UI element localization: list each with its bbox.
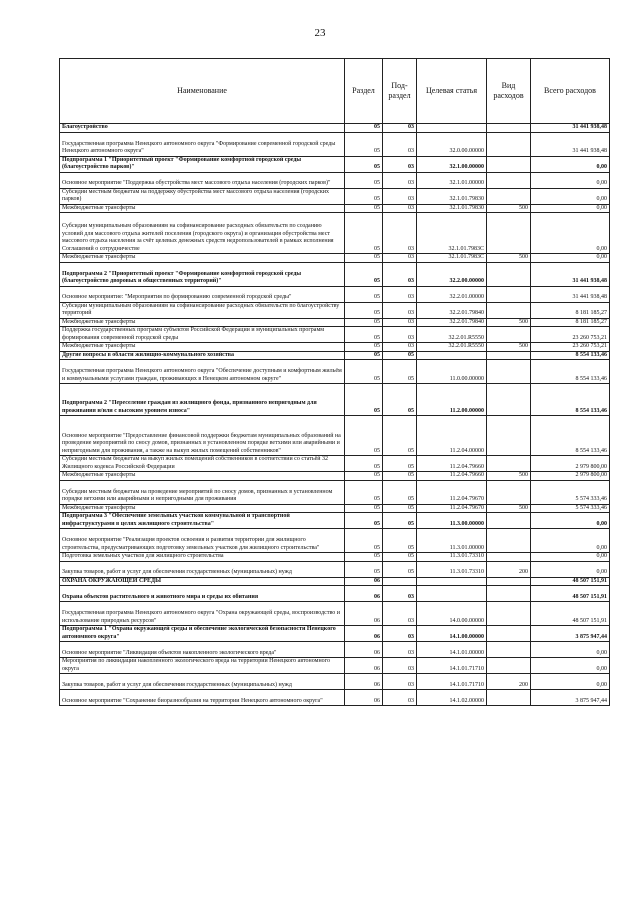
cell-expense-type: [487, 586, 531, 602]
table-row: [60, 156, 610, 172]
cell-target-article: 32.1.00.00000: [417, 156, 487, 172]
cell-expense-type: [487, 188, 531, 204]
cell-target-article: 14.1.01.00000: [417, 642, 487, 658]
cell-name: Основное мероприятие "Сохранение биоразнообразия на территории Ненецкого автономного округа": [60, 690, 345, 706]
cell-total: 8 554 133,46: [531, 351, 610, 360]
header-target-article: Целевая статья: [417, 59, 487, 124]
cell-section: 05: [345, 132, 383, 156]
cell-subsection: 05: [383, 456, 417, 472]
cell-expense-type: 500: [487, 204, 531, 213]
cell-target-article: 32.1.01.79830: [417, 188, 487, 204]
table-row: [60, 658, 610, 674]
cell-name: Закупка товаров, работ и услуг для обеспечения государственных (муниципальных) нужд: [60, 561, 345, 577]
cell-target-article: 11.2.00.00000: [417, 384, 487, 416]
cell-expense-type: [487, 156, 531, 172]
cell-expense-type: [487, 360, 531, 384]
cell-section: 06: [345, 586, 383, 602]
cell-total: 48 507 151,91: [531, 586, 610, 602]
table-row: [60, 480, 610, 504]
cell-target-article: 11.2.04.79660: [417, 472, 487, 481]
table-row: [60, 132, 610, 156]
cell-section: 05: [345, 480, 383, 504]
cell-name: Закупка товаров, работ и услуг для обеспечения государственных (муниципальных) нужд: [60, 674, 345, 690]
cell-target-article: [417, 586, 487, 602]
table-row: [60, 642, 610, 658]
cell-name: Субсидии местным бюджетам на поддержку обустройства мест массового отдыха населения (городских парков): [60, 188, 345, 204]
cell-section: 05: [345, 553, 383, 562]
cell-target-article: 11.2.04.79670: [417, 480, 487, 504]
cell-target-article: 32.0.00.00000: [417, 132, 487, 156]
cell-total: 0,00: [531, 642, 610, 658]
cell-total: 0,00: [531, 674, 610, 690]
cell-name: Благоустройство: [60, 124, 345, 133]
table-body: [60, 124, 610, 706]
cell-name: Подпрограмма 1 "Приоритетный проект "Формирование комфортной городской среды (благоустройство парков)": [60, 156, 345, 172]
cell-total: 8 181 185,27: [531, 302, 610, 318]
cell-name: Межбюджетные трансферты: [60, 318, 345, 327]
cell-subsection: 03: [383, 188, 417, 204]
cell-total: 0,00: [531, 204, 610, 213]
cell-section: 05: [345, 172, 383, 188]
table-row: [60, 472, 610, 481]
cell-total: 2 979 800,00: [531, 456, 610, 472]
table-header-row: [60, 59, 610, 124]
cell-section: 05: [345, 318, 383, 327]
table-row: [60, 360, 610, 384]
cell-target-article: 14.1.01.71710: [417, 674, 487, 690]
cell-subsection: 03: [383, 172, 417, 188]
cell-total: 31 441 938,48: [531, 262, 610, 286]
cell-expense-type: [487, 602, 531, 626]
budget-table: [59, 58, 610, 706]
header-expense-type: Вид расходов: [487, 59, 531, 124]
cell-target-article: 14.1.00.00000: [417, 626, 487, 642]
cell-section: 05: [345, 351, 383, 360]
cell-name: Межбюджетные трансферты: [60, 254, 345, 263]
cell-name: Основное мероприятие "Предоставление финансовой поддержки бюджетам муниципальных образований на проведение мероприятий по сносу домов, признанных в установленном порядке ветхими или аварийными и непригодными для проживания, а также на выкуп жилых помещений собственников": [60, 416, 345, 456]
cell-subsection: 03: [383, 690, 417, 706]
header-section: Раздел: [345, 59, 383, 124]
cell-name: Мероприятия по ликвидации накопленного экологического вреда на территории Ненецкого автономного округа: [60, 658, 345, 674]
cell-section: 05: [345, 213, 383, 254]
cell-total: 8 181 185,27: [531, 318, 610, 327]
cell-total: 3 875 947,44: [531, 690, 610, 706]
cell-expense-type: [487, 286, 531, 302]
cell-subsection: 03: [383, 586, 417, 602]
cell-section: 05: [345, 262, 383, 286]
cell-name: Межбюджетные трансферты: [60, 343, 345, 352]
cell-total: 2 979 800,00: [531, 472, 610, 481]
table-row: [60, 327, 610, 343]
cell-expense-type: [487, 351, 531, 360]
table-row: [60, 586, 610, 602]
cell-expense-type: [487, 302, 531, 318]
cell-target-article: 11.3.01.73310: [417, 561, 487, 577]
cell-expense-type: [487, 416, 531, 456]
cell-section: 05: [345, 529, 383, 553]
cell-name: Государственная программа Ненецкого автономного округа "Формирование современной городской среды Ненецкого автономного округа": [60, 132, 345, 156]
cell-name: Подготовка земельных участков для жилищного строительства: [60, 553, 345, 562]
cell-expense-type: [487, 124, 531, 133]
cell-target-article: 11.3.00.00000: [417, 513, 487, 529]
cell-target-article: 32.2.00.00000: [417, 262, 487, 286]
cell-target-article: 14.0.00.00000: [417, 602, 487, 626]
cell-target-article: 32.2.01.R5550: [417, 343, 487, 352]
cell-name: Основное мероприятие: "Мероприятия по формированию современной городской среды": [60, 286, 345, 302]
cell-total: 0,00: [531, 513, 610, 529]
cell-total: 0,00: [531, 188, 610, 204]
cell-name: Подпрограмма 2 "Переселение граждан из жилищного фонда, признанного непригодным для проживания и/или с высоким уровнем износа": [60, 384, 345, 416]
cell-subsection: 05: [383, 561, 417, 577]
cell-name: Поддержка государственных программ субъектов Российской Федерации и муниципальных программ формирования современной городской среды: [60, 327, 345, 343]
cell-subsection: 03: [383, 132, 417, 156]
cell-subsection: 05: [383, 472, 417, 481]
cell-total: 8 554 133,46: [531, 384, 610, 416]
cell-name: Межбюджетные трансферты: [60, 504, 345, 513]
cell-target-article: 32.2.01.79840: [417, 318, 487, 327]
cell-expense-type: [487, 626, 531, 642]
cell-name: Субсидии местным бюджетам на выкуп жилых помещений собственников в соответствии со статьёй 32 Жилищного кодекса Российской Федерации: [60, 456, 345, 472]
cell-name: Подпрограмма 3 "Обеспечение земельных участков коммунальной и транспортной инфраструктурами в целях жилищного строительства": [60, 513, 345, 529]
cell-section: 05: [345, 156, 383, 172]
table-row: [60, 529, 610, 553]
cell-total: 31 441 938,48: [531, 124, 610, 133]
cell-subsection: 05: [383, 504, 417, 513]
cell-target-article: 32.1.01.7983С: [417, 213, 487, 254]
table-row: [60, 456, 610, 472]
cell-section: 06: [345, 642, 383, 658]
cell-total: 0,00: [531, 213, 610, 254]
cell-subsection: 05: [383, 351, 417, 360]
cell-target-article: [417, 577, 487, 586]
table-row: [60, 351, 610, 360]
cell-name: Государственная программа Ненецкого автономного округа "Охрана окружающей среды, воспроизводство и использование природных ресурсов": [60, 602, 345, 626]
cell-subsection: 05: [383, 360, 417, 384]
cell-expense-type: [487, 456, 531, 472]
cell-expense-type: 200: [487, 561, 531, 577]
cell-section: 05: [345, 513, 383, 529]
cell-total: 0,00: [531, 561, 610, 577]
cell-subsection: 03: [383, 674, 417, 690]
cell-subsection: 03: [383, 327, 417, 343]
header-total-expenses: Всего расходов: [531, 59, 610, 124]
header-name: Наименование: [60, 59, 345, 124]
cell-expense-type: [487, 132, 531, 156]
cell-subsection: 03: [383, 254, 417, 263]
cell-total: 0,00: [531, 254, 610, 263]
page-number: 23: [314, 27, 326, 39]
cell-subsection: 03: [383, 156, 417, 172]
cell-subsection: 03: [383, 204, 417, 213]
table-row: [60, 254, 610, 263]
cell-target-article: 32.1.01.7983С: [417, 254, 487, 263]
cell-total: 23 260 753,21: [531, 343, 610, 352]
cell-expense-type: [487, 262, 531, 286]
cell-section: 06: [345, 690, 383, 706]
cell-expense-type: [487, 513, 531, 529]
table-row: [60, 553, 610, 562]
cell-name: Межбюджетные трансферты: [60, 472, 345, 481]
cell-total: 5 574 333,46: [531, 480, 610, 504]
cell-section: 05: [345, 343, 383, 352]
cell-subsection: 03: [383, 318, 417, 327]
table-row: [60, 204, 610, 213]
cell-subsection: 03: [383, 262, 417, 286]
cell-subsection: 03: [383, 286, 417, 302]
table-row: [60, 213, 610, 254]
cell-name: Основное мероприятие "Ликвидация объектов накопленного экологического вреда": [60, 642, 345, 658]
cell-section: 05: [345, 360, 383, 384]
cell-section: 05: [345, 124, 383, 133]
cell-name: Основное мероприятие "Поддержка обустройства мест массового отдыха населения (городских парков)": [60, 172, 345, 188]
cell-expense-type: [487, 642, 531, 658]
cell-expense-type: 200: [487, 674, 531, 690]
cell-target-article: 32.2.01.R5550: [417, 327, 487, 343]
cell-total: 0,00: [531, 658, 610, 674]
cell-target-article: 11.2.04.79660: [417, 456, 487, 472]
cell-subsection: 05: [383, 553, 417, 562]
cell-expense-type: 500: [487, 504, 531, 513]
cell-expense-type: [487, 529, 531, 553]
cell-name: Основное мероприятие "Реализация проектов освоения и развития территории для жилищного строительства, предусматривающих подготовку земельных участков для жилищного строительства": [60, 529, 345, 553]
cell-target-article: 11.0.00.00000: [417, 360, 487, 384]
cell-name: Охрана объектов растительного и животного мира и среды их обитания: [60, 586, 345, 602]
cell-section: 06: [345, 626, 383, 642]
table-row: [60, 577, 610, 586]
cell-section: 06: [345, 602, 383, 626]
cell-section: 05: [345, 286, 383, 302]
cell-name: Подпрограмма 2 "Приоритетный проект "Формирование комфортной городской среды (благоустройство дворовых и общественных территорий)": [60, 262, 345, 286]
cell-expense-type: [487, 553, 531, 562]
cell-section: 05: [345, 456, 383, 472]
cell-total: 0,00: [531, 553, 610, 562]
cell-expense-type: 500: [487, 318, 531, 327]
table-row: [60, 602, 610, 626]
cell-name: Подпрограмма 1 "Охрана окружающей среды и обеспечение экологической безопасности Ненецкого автономного округа": [60, 626, 345, 642]
cell-target-article: 14.1.01.71710: [417, 658, 487, 674]
cell-name: Субсидии местным бюджетам на проведение мероприятий по сносу домов, признанных в установленном порядке ветхими или аварийными и непригодными для проживания: [60, 480, 345, 504]
cell-expense-type: [487, 690, 531, 706]
cell-section: 05: [345, 204, 383, 213]
cell-subsection: 03: [383, 658, 417, 674]
cell-subsection: 03: [383, 302, 417, 318]
cell-total: 0,00: [531, 172, 610, 188]
cell-section: 05: [345, 472, 383, 481]
cell-total: 3 875 947,44: [531, 626, 610, 642]
cell-target-article: 32.2.01.00000: [417, 286, 487, 302]
cell-section: 06: [345, 577, 383, 586]
cell-name: Субсидии муниципальным образованиям на софинансирование расходных обязательств по созданию условий для массового отдыха жителей поселения (городского округа) и организация обустройства мест массового отдыха населения за счёт целевых денежных средств недропользователей в рамках исполнения Соглашений о сотрудничестве: [60, 213, 345, 254]
cell-subsection: 03: [383, 642, 417, 658]
cell-target-article: 14.1.02.00000: [417, 690, 487, 706]
cell-target-article: 32.2.01.79840: [417, 302, 487, 318]
cell-target-article: [417, 124, 487, 133]
table-row: [60, 513, 610, 529]
cell-section: 05: [345, 254, 383, 263]
cell-target-article: 11.2.04.00000: [417, 416, 487, 456]
cell-target-article: [417, 351, 487, 360]
cell-expense-type: [487, 172, 531, 188]
cell-subsection: 05: [383, 480, 417, 504]
cell-section: 05: [345, 416, 383, 456]
table-row: [60, 690, 610, 706]
cell-total: 48 507 151,91: [531, 577, 610, 586]
cell-name: ОХРАНА ОКРУЖАЮЩЕЙ СРЕДЫ: [60, 577, 345, 586]
table-row: [60, 318, 610, 327]
table-row: [60, 674, 610, 690]
cell-total: 8 554 133,46: [531, 416, 610, 456]
table-row: [60, 124, 610, 133]
table-row: [60, 384, 610, 416]
cell-section: 05: [345, 188, 383, 204]
cell-subsection: 03: [383, 124, 417, 133]
cell-total: 23 260 753,21: [531, 327, 610, 343]
cell-target-article: 11.3.01.00000: [417, 529, 487, 553]
cell-section: 05: [345, 504, 383, 513]
cell-section: 05: [345, 302, 383, 318]
cell-section: 05: [345, 327, 383, 343]
table-row: [60, 626, 610, 642]
cell-name: Субсидии муниципальным образованиям на софинансирование расходных обязательств по благоустройству территорий: [60, 302, 345, 318]
cell-subsection: 05: [383, 513, 417, 529]
cell-total: 31 441 938,48: [531, 286, 610, 302]
cell-subsection: 03: [383, 626, 417, 642]
cell-expense-type: [487, 577, 531, 586]
table-row: [60, 416, 610, 456]
cell-name: Другие вопросы в области жилищно-коммунального хозяйства: [60, 351, 345, 360]
cell-expense-type: 500: [487, 343, 531, 352]
cell-subsection: 03: [383, 602, 417, 626]
table-row: [60, 172, 610, 188]
cell-expense-type: [487, 327, 531, 343]
cell-target-article: 11.3.01.73310: [417, 553, 487, 562]
cell-section: 05: [345, 561, 383, 577]
cell-section: 05: [345, 384, 383, 416]
cell-target-article: 32.1.01.79830: [417, 204, 487, 213]
cell-expense-type: [487, 658, 531, 674]
cell-name: Межбюджетные трансферты: [60, 204, 345, 213]
table-row: [60, 188, 610, 204]
cell-total: 8 554 133,46: [531, 360, 610, 384]
cell-total: 48 507 151,91: [531, 602, 610, 626]
cell-target-article: 32.1.01.00000: [417, 172, 487, 188]
table-row: [60, 504, 610, 513]
cell-name: Государственная программа Ненецкого автономного округа "Обеспечение доступным и комфортным жильём и коммунальными услугами граждан, проживающих в Ненецком автономном округе": [60, 360, 345, 384]
cell-expense-type: 500: [487, 254, 531, 263]
cell-total: 0,00: [531, 529, 610, 553]
cell-subsection: 05: [383, 416, 417, 456]
cell-expense-type: 500: [487, 472, 531, 481]
cell-subsection: 05: [383, 529, 417, 553]
cell-expense-type: [487, 213, 531, 254]
cell-section: 06: [345, 658, 383, 674]
cell-expense-type: [487, 384, 531, 416]
cell-section: 06: [345, 674, 383, 690]
cell-subsection: 03: [383, 213, 417, 254]
cell-target-article: 11.2.04.79670: [417, 504, 487, 513]
cell-total: 0,00: [531, 156, 610, 172]
table-row: [60, 302, 610, 318]
cell-total: 5 574 333,46: [531, 504, 610, 513]
table-row: [60, 343, 610, 352]
cell-subsection: 03: [383, 343, 417, 352]
table-row: [60, 286, 610, 302]
table-row: [60, 561, 610, 577]
cell-expense-type: [487, 480, 531, 504]
cell-subsection: [383, 577, 417, 586]
cell-subsection: 05: [383, 384, 417, 416]
table-row: [60, 262, 610, 286]
header-subsection: Под- раздел: [383, 59, 417, 124]
cell-total: 31 441 938,48: [531, 132, 610, 156]
